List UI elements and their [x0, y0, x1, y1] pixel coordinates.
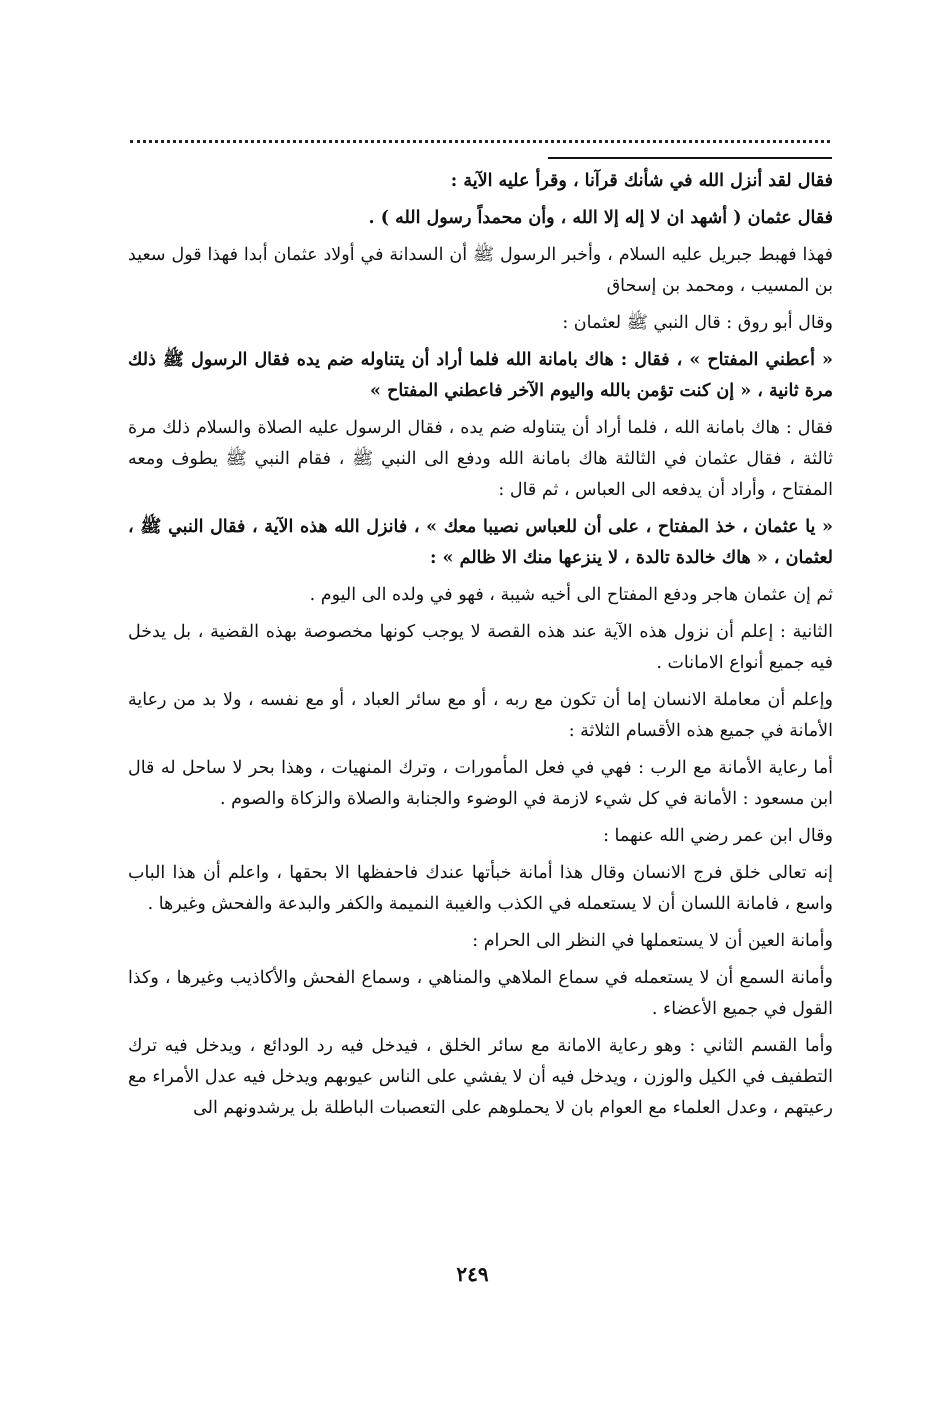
paragraph-16: وأما القسم الثاني : وهو رعاية الامانة مع سائر الخلق ، فيدخل فيه رد الودائع ، ويدخل فيه ترك التطفيف في الكيل والوزن ، ويدخل فيه أن لا يفشي على الناس عيوبهم ويدخل فيه عدل الأمراء مع رعيتهم ، وعدل العلماء مع العوام بان لا يحملوهم على التعصبات الباطلة بل يرشدونهم الى [128, 1036, 833, 1118]
top-dotted-rule [130, 140, 830, 143]
page-body [128, 166, 833, 1130]
paragraph-8: ثم إن عثمان هاجر ودفع المفتاح الى أخيه شيبة ، فهو في ولده الى اليوم . [309, 585, 833, 605]
page-number: ٢٤٩ [456, 1262, 489, 1286]
paragraph-11: أما رعاية الأمانة مع الرب : فهي في فعل المأمورات ، وترك المنهيات ، وهذا بحر لا ساحل له قال ابن مسعود : الأمانة في كل شيء لازمة في الوضوء والجنابة والصلاة والزكاة والصوم . [128, 758, 833, 809]
paragraph-6: فقال : هاك بامانة الله ، فلما أراد أن يتناوله ضم يده ، فقال الرسول عليه الصلاة والسلام ذلك مرة ثالثة ، فقال عثمان في الثالثة هاك بامانة الله ودفع الى النبي ﷺ ، فقام النبي ﷺ يطوف ومعه المفتاح ، وأراد أن يدفعه الى العباس ، ثم قال : [128, 418, 833, 500]
paragraph-14: وأمانة العين أن لا يستعملها في النظر الى الحرام : [472, 931, 833, 951]
header-underline [548, 157, 832, 159]
paragraph-2: فقال عثمان ( أشهد ان لا إله إلا الله ، وأن محمداً رسول الله ) . [368, 208, 833, 228]
paragraph-7: « يا عثمان ، خذ المفتاح ، على أن للعباس نصيبا معك » ، فانزل الله هذه الآية ، فقال النبي ﷺ ، لعثمان ، « هاك خالدة تالدة ، لا ينزعها منك الا ظالم » : [128, 517, 833, 568]
paragraph-10: وإعلم أن معاملة الانسان إما أن تكون مع ربه ، أو مع سائر العباد ، أو مع نفسه ، ولا بد من رعاية الأمانة في جميع هذه الأقسام الثلاثة : [128, 690, 833, 741]
paragraph-1: فقال لقد أنزل الله في شأنك قرآنا ، وقرأ عليه الآية : [450, 171, 833, 191]
paragraph-3: فهذا فهبط جبريل عليه السلام ، وأخبر الرسول ﷺ أن السدانة في أولاد عثمان أبدا فهذا قول سعيد بن المسيب ، ومحمد بن إسحاق [128, 245, 833, 296]
paragraph-5: « أعطني المفتاح » ، فقال : هاك بامانة الله فلما أراد أن يتناوله ضم يده فقال الرسول ﷺ ذلك مرة ثانية ، « إن كنت تؤمن بالله واليوم الآخر فاعطني المفتاح » [128, 350, 833, 401]
paragraph-15: وأمانة السمع أن لا يستعمله في سماع الملاهي والمناهي ، وسماع الفحش والأكاذيب وغيرها ، وكذا القول في جميع الأعضاء . [128, 968, 833, 1019]
paragraph-12: وقال ابن عمر رضي الله عنهما : [603, 826, 833, 846]
paragraph-9: الثانية : إعلم أن نزول هذه الآية عند هذه القصة لا يوجب كونها مخصوصة بهذه القضية ، بل يدخل فيه جميع أنواع الامانات . [128, 622, 833, 673]
paragraph-4: وقال أبو روق : قال النبي ﷺ لعثمان : [562, 313, 833, 333]
paragraph-13: إنه تعالى خلق فرج الانسان وقال هذا أمانة خبأتها عندك فاحفظها الا بحقها ، واعلم أن هذا الباب واسع ، فامانة اللسان أن لا يستعمله في الكذب والغيبة النميمة والكفر والبدعة والفحش وغيرها . [128, 863, 833, 914]
